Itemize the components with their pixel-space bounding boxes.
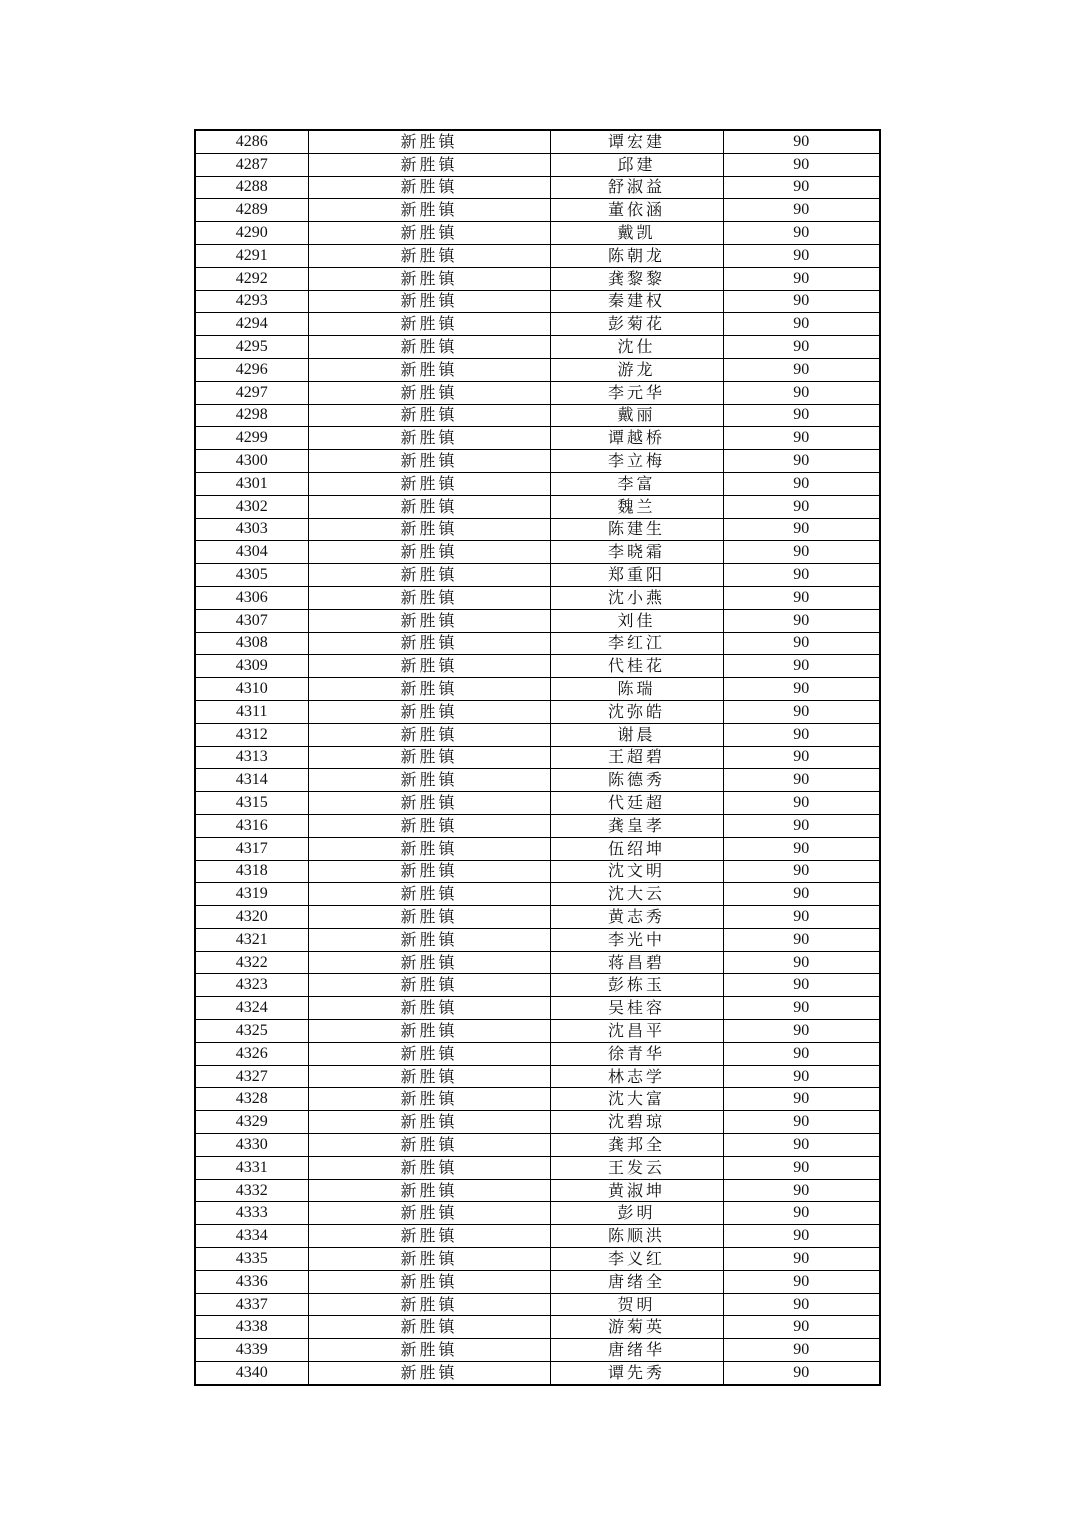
score-cell: 90: [723, 176, 880, 199]
table-row: [195, 358, 880, 381]
person-name-cell: 沈仕: [550, 336, 723, 359]
table-row: [195, 1020, 880, 1043]
score-cell: 90: [723, 222, 880, 245]
score-cell: 90: [723, 130, 880, 153]
table-row: [195, 586, 880, 609]
score-cell: 90: [723, 1202, 880, 1225]
town-cell: 新胜镇: [308, 1225, 550, 1248]
serial-number-cell: 4332: [195, 1179, 308, 1202]
score-cell: 90: [723, 1316, 880, 1339]
score-cell: 90: [723, 792, 880, 815]
person-name-cell: 刘佳: [550, 609, 723, 632]
person-name-cell: 代桂花: [550, 655, 723, 678]
person-name-cell: 沈小燕: [550, 586, 723, 609]
person-name-cell: 董依涵: [550, 199, 723, 222]
score-cell: 90: [723, 1088, 880, 1111]
table-row: [195, 1065, 880, 1088]
town-cell: 新胜镇: [308, 860, 550, 883]
score-cell: 90: [723, 564, 880, 587]
person-name-cell: 戴凯: [550, 222, 723, 245]
table-row: [195, 222, 880, 245]
serial-number-cell: 4300: [195, 450, 308, 473]
table-row: [195, 290, 880, 313]
person-name-cell: 唐绪华: [550, 1339, 723, 1362]
table-row: [195, 609, 880, 632]
score-cell: 90: [723, 1111, 880, 1134]
table-row: [195, 1202, 880, 1225]
person-name-cell: 秦建权: [550, 290, 723, 313]
serial-number-cell: 4315: [195, 792, 308, 815]
town-cell: 新胜镇: [308, 313, 550, 336]
person-name-cell: 蒋昌碧: [550, 951, 723, 974]
town-cell: 新胜镇: [308, 1362, 550, 1385]
table-row: [195, 1339, 880, 1362]
score-cell: 90: [723, 997, 880, 1020]
table-row: [195, 1293, 880, 1316]
serial-number-cell: 4336: [195, 1270, 308, 1293]
serial-number-cell: 4331: [195, 1156, 308, 1179]
table-row: [195, 837, 880, 860]
person-name-cell: 谭宏建: [550, 130, 723, 153]
town-cell: 新胜镇: [308, 1179, 550, 1202]
town-cell: 新胜镇: [308, 928, 550, 951]
table-row: [195, 951, 880, 974]
person-name-cell: 龚皇孝: [550, 814, 723, 837]
serial-number-cell: 4320: [195, 906, 308, 929]
table-row: [195, 130, 880, 153]
town-cell: 新胜镇: [308, 814, 550, 837]
town-cell: 新胜镇: [308, 1134, 550, 1157]
table-row: [195, 564, 880, 587]
serial-number-cell: 4333: [195, 1202, 308, 1225]
table-row: [195, 883, 880, 906]
town-cell: 新胜镇: [308, 769, 550, 792]
score-cell: 90: [723, 1225, 880, 1248]
serial-number-cell: 4301: [195, 472, 308, 495]
score-cell: 90: [723, 586, 880, 609]
table-row: [195, 1179, 880, 1202]
score-cell: 90: [723, 951, 880, 974]
town-cell: 新胜镇: [308, 381, 550, 404]
person-name-cell: 龚邦全: [550, 1134, 723, 1157]
score-cell: 90: [723, 1020, 880, 1043]
table-row: [195, 472, 880, 495]
serial-number-cell: 4317: [195, 837, 308, 860]
score-cell: 90: [723, 267, 880, 290]
person-name-cell: 龚黎黎: [550, 267, 723, 290]
person-name-cell: 李立梅: [550, 450, 723, 473]
person-name-cell: 彭栋玉: [550, 974, 723, 997]
serial-number-cell: 4303: [195, 518, 308, 541]
person-name-cell: 吴桂容: [550, 997, 723, 1020]
town-cell: 新胜镇: [308, 1293, 550, 1316]
table-row: [195, 541, 880, 564]
table-row: [195, 336, 880, 359]
table-row: [195, 1042, 880, 1065]
table-row: [195, 404, 880, 427]
table-row: [195, 1134, 880, 1157]
score-cell: 90: [723, 199, 880, 222]
score-cell: 90: [723, 1293, 880, 1316]
serial-number-cell: 4312: [195, 723, 308, 746]
table-row: [195, 723, 880, 746]
person-name-cell: 沈碧琼: [550, 1111, 723, 1134]
person-name-cell: 彭明: [550, 1202, 723, 1225]
person-name-cell: 沈昌平: [550, 1020, 723, 1043]
score-cell: 90: [723, 746, 880, 769]
roster-table-body: [195, 130, 880, 1385]
serial-number-cell: 4298: [195, 404, 308, 427]
serial-number-cell: 4322: [195, 951, 308, 974]
town-cell: 新胜镇: [308, 1156, 550, 1179]
table-row: [195, 769, 880, 792]
table-row: [195, 1270, 880, 1293]
score-cell: 90: [723, 358, 880, 381]
town-cell: 新胜镇: [308, 244, 550, 267]
table-row: [195, 906, 880, 929]
score-cell: 90: [723, 450, 880, 473]
serial-number-cell: 4337: [195, 1293, 308, 1316]
serial-number-cell: 4313: [195, 746, 308, 769]
town-cell: 新胜镇: [308, 609, 550, 632]
score-cell: 90: [723, 632, 880, 655]
score-cell: 90: [723, 723, 880, 746]
person-name-cell: 徐青华: [550, 1042, 723, 1065]
town-cell: 新胜镇: [308, 997, 550, 1020]
serial-number-cell: 4292: [195, 267, 308, 290]
serial-number-cell: 4328: [195, 1088, 308, 1111]
town-cell: 新胜镇: [308, 1111, 550, 1134]
score-cell: 90: [723, 472, 880, 495]
person-name-cell: 黄志秀: [550, 906, 723, 929]
town-cell: 新胜镇: [308, 723, 550, 746]
serial-number-cell: 4325: [195, 1020, 308, 1043]
score-cell: 90: [723, 1179, 880, 1202]
table-row: [195, 1362, 880, 1385]
score-cell: 90: [723, 1134, 880, 1157]
table-row: [195, 1156, 880, 1179]
serial-number-cell: 4330: [195, 1134, 308, 1157]
town-cell: 新胜镇: [308, 267, 550, 290]
person-name-cell: 伍绍坤: [550, 837, 723, 860]
town-cell: 新胜镇: [308, 450, 550, 473]
person-name-cell: 舒淑益: [550, 176, 723, 199]
serial-number-cell: 4302: [195, 495, 308, 518]
town-cell: 新胜镇: [308, 792, 550, 815]
town-cell: 新胜镇: [308, 290, 550, 313]
town-cell: 新胜镇: [308, 564, 550, 587]
town-cell: 新胜镇: [308, 1042, 550, 1065]
town-cell: 新胜镇: [308, 222, 550, 245]
person-name-cell: 彭菊花: [550, 313, 723, 336]
serial-number-cell: 4326: [195, 1042, 308, 1065]
serial-number-cell: 4305: [195, 564, 308, 587]
serial-number-cell: 4339: [195, 1339, 308, 1362]
table-row: [195, 450, 880, 473]
serial-number-cell: 4293: [195, 290, 308, 313]
score-cell: 90: [723, 336, 880, 359]
table-row: [195, 518, 880, 541]
serial-number-cell: 4304: [195, 541, 308, 564]
serial-number-cell: 4310: [195, 678, 308, 701]
serial-number-cell: 4286: [195, 130, 308, 153]
person-name-cell: 郑重阳: [550, 564, 723, 587]
person-name-cell: 魏兰: [550, 495, 723, 518]
town-cell: 新胜镇: [308, 700, 550, 723]
town-cell: 新胜镇: [308, 632, 550, 655]
table-row: [195, 381, 880, 404]
serial-number-cell: 4318: [195, 860, 308, 883]
score-cell: 90: [723, 883, 880, 906]
score-cell: 90: [723, 381, 880, 404]
town-cell: 新胜镇: [308, 1339, 550, 1362]
town-cell: 新胜镇: [308, 678, 550, 701]
table-row: [195, 1225, 880, 1248]
person-name-cell: 李元华: [550, 381, 723, 404]
score-cell: 90: [723, 1270, 880, 1293]
town-cell: 新胜镇: [308, 883, 550, 906]
person-name-cell: 谢晨: [550, 723, 723, 746]
person-name-cell: 陈顺洪: [550, 1225, 723, 1248]
town-cell: 新胜镇: [308, 336, 550, 359]
serial-number-cell: 4299: [195, 427, 308, 450]
table-row: [195, 244, 880, 267]
serial-number-cell: 4334: [195, 1225, 308, 1248]
person-name-cell: 李晓霜: [550, 541, 723, 564]
score-cell: 90: [723, 1362, 880, 1385]
serial-number-cell: 4340: [195, 1362, 308, 1385]
table-row: [195, 928, 880, 951]
person-name-cell: 李富: [550, 472, 723, 495]
person-name-cell: 唐绪全: [550, 1270, 723, 1293]
person-name-cell: 陈建生: [550, 518, 723, 541]
town-cell: 新胜镇: [308, 176, 550, 199]
town-cell: 新胜镇: [308, 404, 550, 427]
score-cell: 90: [723, 290, 880, 313]
town-cell: 新胜镇: [308, 1248, 550, 1271]
town-cell: 新胜镇: [308, 1088, 550, 1111]
person-name-cell: 沈大云: [550, 883, 723, 906]
serial-number-cell: 4323: [195, 974, 308, 997]
score-cell: 90: [723, 655, 880, 678]
person-name-cell: 李义红: [550, 1248, 723, 1271]
table-row: [195, 860, 880, 883]
serial-number-cell: 4307: [195, 609, 308, 632]
score-cell: 90: [723, 313, 880, 336]
person-name-cell: 代廷超: [550, 792, 723, 815]
table-row: [195, 974, 880, 997]
score-cell: 90: [723, 1248, 880, 1271]
town-cell: 新胜镇: [308, 974, 550, 997]
table-row: [195, 814, 880, 837]
person-name-cell: 李光中: [550, 928, 723, 951]
score-cell: 90: [723, 1065, 880, 1088]
table-row: [195, 700, 880, 723]
town-cell: 新胜镇: [308, 1020, 550, 1043]
serial-number-cell: 4316: [195, 814, 308, 837]
town-cell: 新胜镇: [308, 199, 550, 222]
town-cell: 新胜镇: [308, 1270, 550, 1293]
person-name-cell: 邱建: [550, 153, 723, 176]
person-name-cell: 谭越桥: [550, 427, 723, 450]
person-name-cell: 王超碧: [550, 746, 723, 769]
person-name-cell: 沈文明: [550, 860, 723, 883]
town-cell: 新胜镇: [308, 951, 550, 974]
person-name-cell: 游龙: [550, 358, 723, 381]
person-name-cell: 戴丽: [550, 404, 723, 427]
town-cell: 新胜镇: [308, 358, 550, 381]
serial-number-cell: 4294: [195, 313, 308, 336]
score-cell: 90: [723, 837, 880, 860]
table-row: [195, 792, 880, 815]
serial-number-cell: 4288: [195, 176, 308, 199]
serial-number-cell: 4291: [195, 244, 308, 267]
score-cell: 90: [723, 495, 880, 518]
table-row: [195, 495, 880, 518]
table-row: [195, 746, 880, 769]
person-name-cell: 贺明: [550, 1293, 723, 1316]
serial-number-cell: 4295: [195, 336, 308, 359]
score-cell: 90: [723, 860, 880, 883]
person-name-cell: 陈德秀: [550, 769, 723, 792]
town-cell: 新胜镇: [308, 586, 550, 609]
serial-number-cell: 4329: [195, 1111, 308, 1134]
score-cell: 90: [723, 814, 880, 837]
person-name-cell: 陈朝龙: [550, 244, 723, 267]
serial-number-cell: 4324: [195, 997, 308, 1020]
score-cell: 90: [723, 1042, 880, 1065]
town-cell: 新胜镇: [308, 472, 550, 495]
score-cell: 90: [723, 769, 880, 792]
serial-number-cell: 4314: [195, 769, 308, 792]
serial-number-cell: 4309: [195, 655, 308, 678]
person-name-cell: 沈弥皓: [550, 700, 723, 723]
serial-number-cell: 4319: [195, 883, 308, 906]
table-row: [195, 313, 880, 336]
person-name-cell: 李红江: [550, 632, 723, 655]
person-name-cell: 谭先秀: [550, 1362, 723, 1385]
score-cell: 90: [723, 974, 880, 997]
score-cell: 90: [723, 906, 880, 929]
serial-number-cell: 4290: [195, 222, 308, 245]
serial-number-cell: 4297: [195, 381, 308, 404]
table-row: [195, 678, 880, 701]
town-cell: 新胜镇: [308, 746, 550, 769]
town-cell: 新胜镇: [308, 427, 550, 450]
person-name-cell: 游菊英: [550, 1316, 723, 1339]
town-cell: 新胜镇: [308, 1316, 550, 1339]
serial-number-cell: 4306: [195, 586, 308, 609]
score-cell: 90: [723, 678, 880, 701]
serial-number-cell: 4308: [195, 632, 308, 655]
town-cell: 新胜镇: [308, 495, 550, 518]
table-row: [195, 1248, 880, 1271]
score-cell: 90: [723, 404, 880, 427]
score-cell: 90: [723, 700, 880, 723]
table-row: [195, 153, 880, 176]
roster-table: [194, 129, 881, 1386]
serial-number-cell: 4321: [195, 928, 308, 951]
town-cell: 新胜镇: [308, 1065, 550, 1088]
town-cell: 新胜镇: [308, 655, 550, 678]
score-cell: 90: [723, 153, 880, 176]
town-cell: 新胜镇: [308, 1202, 550, 1225]
person-name-cell: 黄淑坤: [550, 1179, 723, 1202]
table-row: [195, 997, 880, 1020]
table-row: [195, 1316, 880, 1339]
serial-number-cell: 4338: [195, 1316, 308, 1339]
table-row: [195, 1111, 880, 1134]
serial-number-cell: 4289: [195, 199, 308, 222]
person-name-cell: 王发云: [550, 1156, 723, 1179]
serial-number-cell: 4311: [195, 700, 308, 723]
score-cell: 90: [723, 518, 880, 541]
serial-number-cell: 4327: [195, 1065, 308, 1088]
table-row: [195, 199, 880, 222]
person-name-cell: 沈大富: [550, 1088, 723, 1111]
score-cell: 90: [723, 928, 880, 951]
serial-number-cell: 4335: [195, 1248, 308, 1271]
town-cell: 新胜镇: [308, 130, 550, 153]
score-cell: 90: [723, 541, 880, 564]
person-name-cell: 陈瑞: [550, 678, 723, 701]
table-row: [195, 632, 880, 655]
table-row: [195, 427, 880, 450]
serial-number-cell: 4296: [195, 358, 308, 381]
serial-number-cell: 4287: [195, 153, 308, 176]
town-cell: 新胜镇: [308, 541, 550, 564]
table-row: [195, 176, 880, 199]
town-cell: 新胜镇: [308, 518, 550, 541]
town-cell: 新胜镇: [308, 906, 550, 929]
score-cell: 90: [723, 244, 880, 267]
town-cell: 新胜镇: [308, 153, 550, 176]
table-row: [195, 1088, 880, 1111]
table-row: [195, 655, 880, 678]
person-name-cell: 林志学: [550, 1065, 723, 1088]
score-cell: 90: [723, 1339, 880, 1362]
score-cell: 90: [723, 427, 880, 450]
town-cell: 新胜镇: [308, 837, 550, 860]
score-cell: 90: [723, 1156, 880, 1179]
table-row: [195, 267, 880, 290]
score-cell: 90: [723, 609, 880, 632]
